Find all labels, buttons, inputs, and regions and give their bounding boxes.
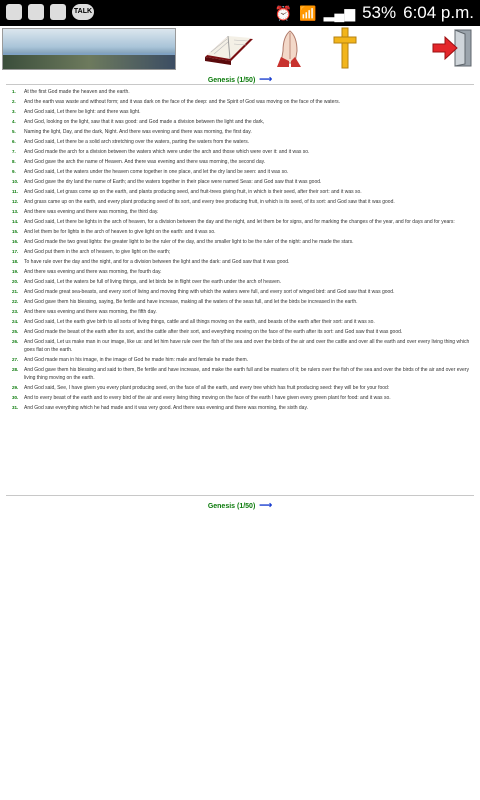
verse-number: 1. xyxy=(12,89,16,94)
praying-hands-button[interactable] xyxy=(270,26,310,70)
verse-number: 9. xyxy=(12,169,16,174)
talk-icon: TALK xyxy=(72,4,94,20)
verse-text: And God said, Let there be a solid arch stretching over the waters, parting the waters from the waters. xyxy=(24,139,250,145)
verse-row xyxy=(12,268,470,276)
verse-number: 22. xyxy=(12,299,19,304)
verse-text: And God gave the arch the name of Heaven. And there was evening and there was morning, the second day. xyxy=(24,159,266,165)
verse-row xyxy=(12,168,470,176)
verse-row xyxy=(12,308,470,316)
verse-row xyxy=(12,356,470,364)
verse-text: And God said, Let the earth give birth to all sorts of living things, cattle and all things moving on the earth, and beasts of the earth after their sort: and it was so. xyxy=(24,319,375,325)
verse-number: 31. xyxy=(12,405,19,410)
verse-row xyxy=(12,98,470,106)
verse-row xyxy=(12,328,470,336)
image-icon xyxy=(50,4,66,20)
verse-number: 8. xyxy=(12,159,16,164)
verse-text: And God said, Let the waters be full of living things, and let birds be in flight over the earth under the arch of heaven. xyxy=(24,279,282,285)
bible-book-button[interactable] xyxy=(200,26,258,70)
verse-text: And grass came up on the earth, and every plant producing seed of its sort, and every tree producing fruit, in which is its seed, of its sort: and God saw that it was good. xyxy=(24,199,395,205)
verse-row xyxy=(12,128,470,136)
verse-number: 29. xyxy=(12,385,19,390)
verse-text: And God said, Let the waters under the heaven come together in one place, and let the dry land be seen: and it was so. xyxy=(24,169,289,175)
verse-row xyxy=(12,394,470,402)
verse-text: And God, looking on the light, saw that it was good: and God made a division between the light and the dark, xyxy=(24,119,265,125)
verse-text: And God gave them his blessing and said to them, Be fertile and have increase, and make the earth full and be masters of it; be rulers over the fish of the sea and over the birds of the air and over every living thing moving on the earth. xyxy=(24,367,469,381)
cross-button[interactable] xyxy=(330,26,360,70)
verse-row xyxy=(12,178,470,186)
verse-row xyxy=(12,138,470,146)
divider-bottom xyxy=(6,495,474,496)
verse-text: And there was evening and there was morning, the third day. xyxy=(24,209,159,215)
exit-door-icon xyxy=(431,28,475,68)
mail-icon xyxy=(28,4,44,20)
verse-row xyxy=(12,404,470,412)
cross-icon xyxy=(331,26,359,70)
status-bar xyxy=(0,0,480,26)
verse-row xyxy=(12,288,470,296)
verse-text: And God saw everything which he had made and it was very good. And there was evening and there was morning, the sixth day. xyxy=(24,405,308,411)
banner-image[interactable] xyxy=(2,28,176,70)
verse-text: At the first God made the heaven and the earth. xyxy=(24,89,130,95)
verse-text: And there was evening and there was morning, the fourth day. xyxy=(24,269,162,275)
verse-number: 7. xyxy=(12,149,16,154)
verse-number: 21. xyxy=(12,289,19,294)
verse-row xyxy=(12,318,470,326)
next-arrow-icon[interactable]: ⟶ xyxy=(259,74,273,84)
verse-row xyxy=(12,384,470,392)
praying-hands-icon xyxy=(271,27,309,69)
verse-number: 2. xyxy=(12,99,16,104)
verse-row xyxy=(12,188,470,196)
verse-number: 25. xyxy=(12,329,19,334)
verse-list xyxy=(12,88,470,414)
verse-text: And to every beast of the earth and to every bird of the air and every living thing moving on the face of the earth I have given every green plant for food: and it was so. xyxy=(24,395,391,401)
battery-level: 53% xyxy=(362,3,397,22)
verse-row xyxy=(12,108,470,116)
verse-row xyxy=(12,228,470,236)
verse-text: And God said, Let there be light: and there was light. xyxy=(24,109,141,115)
verse-row xyxy=(12,198,470,206)
verse-number: 13. xyxy=(12,209,19,214)
verse-row xyxy=(12,158,470,166)
verse-number: 4. xyxy=(12,119,16,124)
verse-text: And there was evening and there was morning, the fifth day. xyxy=(24,309,157,315)
verse-text: And God made the beast of the earth after its sort, and the cattle after their sort, and everything moving on the face of the earth after its sort: and God saw that it was good. xyxy=(24,329,403,335)
divider-top xyxy=(6,84,474,85)
chapter-reference-bottom[interactable] xyxy=(0,500,480,511)
verse-number: 30. xyxy=(12,395,19,400)
verse-number: 27. xyxy=(12,357,19,362)
verse-text: And God put them in the arch of heaven, to give light on the earth; xyxy=(24,249,171,255)
verse-text: And God said, See, I have given you every plant producing seed, on the face of all the earth, and every tree which has fruit producing seed: they will be for your food: xyxy=(24,385,390,391)
chapter-label: Genesis (1/50) xyxy=(207,503,256,510)
wifi-icon: 📶 xyxy=(299,4,317,21)
verse-number: 18. xyxy=(12,259,19,264)
alarm-icon: ⏰ xyxy=(274,4,293,21)
verse-row xyxy=(12,298,470,306)
verse-number: 5. xyxy=(12,129,16,134)
verse-text: Naming the light, Day, and the dark, Night. And there was evening and there was morning, the first day. xyxy=(24,129,252,135)
verse-number: 28. xyxy=(12,367,19,372)
verse-number: 3. xyxy=(12,109,16,114)
verse-number: 14. xyxy=(12,219,19,224)
verse-number: 6. xyxy=(12,139,16,144)
verse-number: 17. xyxy=(12,249,19,254)
toolbar xyxy=(0,26,480,72)
verse-text: And let them be for lights in the arch of heaven to give light on the earth: and it was so. xyxy=(24,229,216,235)
verse-number: 26. xyxy=(12,339,19,344)
book-icon xyxy=(201,27,257,69)
verse-text: And God made great sea-beasts, and every sort of living and moving thing with which the waters were full, and every sort of winged bird: and God saw that it was good. xyxy=(24,289,395,295)
verse-number: 12. xyxy=(12,199,19,204)
verse-text: And God said, Let grass come up on the earth, and plants producing seed, and fruit-trees giving fruit, in which is their seed, after their sort: and it was so. xyxy=(24,189,362,195)
verse-number: 10. xyxy=(12,179,19,184)
chapter-label: Genesis (1/50) xyxy=(207,77,256,84)
verse-number: 20. xyxy=(12,279,19,284)
banner-land xyxy=(3,55,175,69)
verse-number: 23. xyxy=(12,309,19,314)
verse-row xyxy=(12,278,470,286)
verse-number: 15. xyxy=(12,229,19,234)
verse-text: And God said, Let us make man in our image, like us: and let him have rule over the fish of the sea and over the birds of the air and over the cattle and over all the earth and over every living thing which goes flat on the earth. xyxy=(24,339,470,353)
verse-text: And God made the arch for a division between the waters which were under the arch and those which were over it: and it was so. xyxy=(24,149,310,155)
verse-row xyxy=(12,338,470,354)
verse-row xyxy=(12,258,470,266)
app-notification-icon xyxy=(6,4,22,20)
verse-text: To have rule over the day and the night, and for a division between the light and the dark: and God saw that it was good. xyxy=(24,259,290,265)
verse-number: 11. xyxy=(12,189,19,194)
notification-icons xyxy=(6,4,94,20)
verse-row xyxy=(12,238,470,246)
next-arrow-icon[interactable]: ⟶ xyxy=(259,500,273,510)
verse-row xyxy=(12,248,470,256)
verse-text: And God gave them his blessing, saying, Be fertile and have increase, making all the waters of the seas full, and let the birds be increased in the earth. xyxy=(24,299,358,305)
verse-text: And God made man in his image, in the image of God he made him: male and female he made them. xyxy=(24,357,249,363)
clock: 6:04 p.m. xyxy=(403,3,474,22)
verse-number: 16. xyxy=(12,239,19,244)
signal-icon: ▂▄▆ xyxy=(323,4,356,21)
verse-number: 19. xyxy=(12,269,19,274)
verse-text: And the earth was waste and without form; and it was dark on the face of the deep: and the Spirit of God was moving on the face of the waters. xyxy=(24,99,341,105)
verse-row xyxy=(12,148,470,156)
verse-text: And God made the two great lights: the greater light to be the ruler of the day, and the smaller light to be the ruler of the night: and he made the stars. xyxy=(24,239,354,245)
verse-row xyxy=(12,118,470,126)
verse-text: And God gave the dry land the name of Earth; and the waters together in their place were named Seas: and God saw that it was good. xyxy=(24,179,322,185)
verse-number: 24. xyxy=(12,319,19,324)
verse-row xyxy=(12,88,470,96)
verse-row xyxy=(12,366,470,382)
verse-text: And God said, Let there be lights in the arch of heaven, for a division between the day and the night, and let them be for signs, and for marking the changes of the year, and for days and for years: xyxy=(24,219,455,225)
exit-button[interactable] xyxy=(430,26,476,70)
verse-row xyxy=(12,208,470,216)
verse-row xyxy=(12,218,470,226)
